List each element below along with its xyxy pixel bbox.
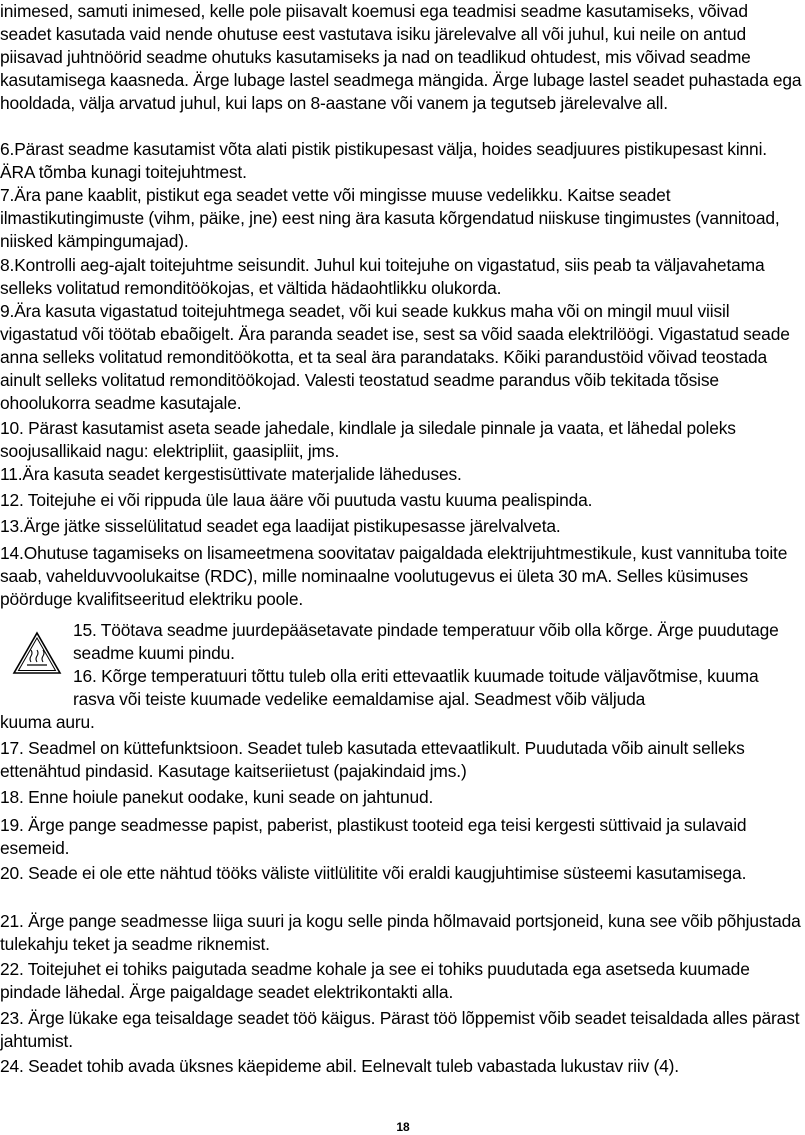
safety-item-21: 21. Ärge pange seadmesse liiga suuri ja kogu selle pinda hõlmavaid portsjoneid, kuna see võib põhjustada tulekahju teket ja seadme riknemist. [0, 911, 801, 954]
safety-item-22: 22. Toitejuhet ei tohiks paigutada seadme kohale ja see ei tohiks puudutada ega asetseda kuumade pindade lähedal. Ärge paigaldage seadet elektrikontakti alla. [0, 959, 750, 1002]
safety-item-12: 12. Toitejuhe ei või rippuda üle laua ääre või puutuda vastu kuuma pealispinda. [0, 490, 593, 510]
page-number: 18 [396, 1120, 410, 1134]
safety-item-13: 13.Ärge jätke sisselülitatud seadet ega laadijat pistikupesasse järelvalveta. [0, 516, 561, 536]
safety-item-9: 9.Ära kasuta vigastatud toitejuhtmega seadet, või kui seade kukkus maha või on mingil muul viisil vigastatud või töötab ebaõigelt. Ära paranda seadet ise, sest sa võid saada elektrilöögi. Vigastatud seade anna selleks volitatud remonditöökotta, et ta seal ära parandataks. Kõiki parandustöid võivad teostada ainult selleks volitatud remonditöökojad. Valesti teostatud seadme parandus võib tekitada tõsise ohoolukorra seadme kasutajale. [0, 301, 790, 413]
safety-item-23: 23. Ärge lükake ega teisaldage seadet töö käigus. Pärast töö lõppemist võib seadet teisaldada alles pärast jahtumist. [0, 1008, 800, 1051]
intro-paragraph: inimesed, samuti inimesed, kelle pole piisavalt koemusi ega teadmisi seadme kasutamiseks, võivad seadet kasutada vaid nende ohutuse eest vastutava isiku järelevalve all või juhul, kui neile on antud piisavad juhtnöörid seadme ohutuks kasutamiseks ja nad on teadlikud ohtudest, mis võivad seadme kasutamisega kaasneda. Ärge lubage lastel seadmega mängida. Ärge lubage lastel seadet puhastada ega hooldada, välja arvatud juhul, kui laps on 8-aastane või vanem ja tegutseb järelevalve all. [0, 1, 802, 113]
safety-item-14: 14.Ohutuse tagamiseks on lisameetmena soovitatav paigaldada elektrijuhtmestikule, kust vannituba toite saab, vahelduvvoolukaitse (RDC), mille nominaalne voolutugevus ei ületa 30 mA. Selles küsimuses pöörduge kvalifitseeritud elektriku poole. [0, 543, 788, 609]
safety-item-19: 19. Ärge pange seadmesse papist, paberist, plastikust tooteid ega teisi kergesti süttivaid ja sulavaid esemeid. [0, 815, 747, 858]
safety-item-16-continued: kuuma auru. [0, 712, 95, 732]
safety-item-16: 16. Kõrge temperatuuri tõttu tuleb olla eriti ettevaatlik kuumade toitude väljavõtmise, kuuma rasva või teiste kuumade vedelike eemaldamise ajal. Seadmest võib väljuda [73, 666, 759, 709]
safety-item-6: 6.Pärast seadme kasutamist võta alati pistik pistikupesast välja, hoides seadjuures pistikupesast kinni. ÄRA tõmba kunagi toitejuhtmest. [0, 139, 767, 182]
safety-item-8: 8.Kontrolli aeg-ajalt toitejuhtme seisundit. Juhul kui toitejuhe on vigastatud, siis peab ta väljavahetama selleks volitatud remonditöökojas, et vältida hädaohtlikku olukorda. [0, 255, 765, 298]
safety-item-15: 15. Töötava seadme juurdepääsetavate pindade temperatuur võib olla kõrge. Ärge puudutage seadme kuumi pindu. [73, 620, 779, 663]
safety-item-18: 18. Enne hoiule panekut oodake, kuni seade on jahtunud. [0, 787, 434, 807]
safety-item-20: 20. Seade ei ole ette nähtud tööks väliste viitlülitite või eraldi kaugjuhtimise süsteemi kasutamisega. [0, 863, 747, 883]
safety-item-10: 10. Pärast kasutamist aseta seade jahedale, kindlale ja siledale pinnale ja vaata, et lähedal poleks soojusallikaid nagu: elektripliit, gaasipliit, jms. [0, 418, 736, 461]
safety-item-11: 11.Ära kasuta seadet kergestisüttivate materjalide läheduses. [0, 464, 462, 484]
hot-surface-warning-icon [12, 631, 62, 675]
safety-item-7: 7.Ära pane kaablit, pistikut ega seadet vette või mingisse muuse vedelikku. Kaitse seadet ilmastikutingimuste (vihm, päike, jne) eest ning ära kasuta kõrgendatud niiskuse tingimustes (vannitoad, niisked kämpingumajad). [0, 185, 780, 251]
safety-item-17: 17. Seadmel on küttefunktsioon. Seadet tuleb kasutada ettevaatlikult. Puudutada võib ainult selleks ettenähtud pindasid. Kasutage kaitseriietust (pajakindaid jms.) [0, 738, 745, 781]
safety-item-24: 24. Seadet tohib avada üksnes käepideme abil. Eelnevalt tuleb vabastada lukustav riiv (4). [0, 1056, 679, 1076]
